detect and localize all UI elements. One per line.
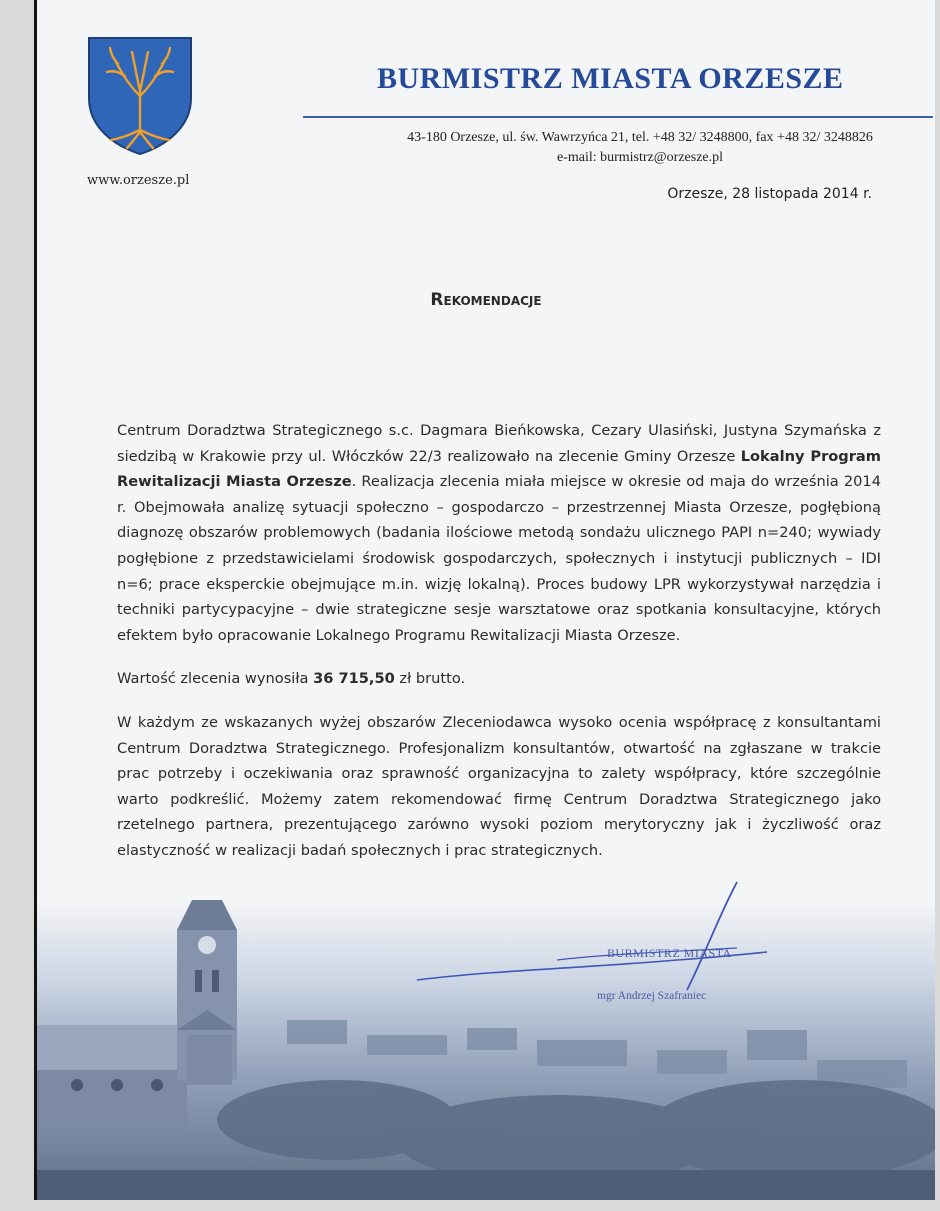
signature-stamp-title: BURMISTRZ MIASTA [607, 946, 732, 960]
letterhead-divider [303, 116, 933, 118]
letter-page [34, 0, 935, 1200]
website-link[interactable]: www.orzesze.pl [87, 173, 190, 188]
paragraph-3: W każdym ze wskazanych wyżej obszarów Zleceniodawca wysoko ocenia współpracę z konsultantami Centrum Doradztwa Strategicznego. Profesjonalizm konsultantów, otwartość na zgłaszane w trakcie prac potrzeby i oczekiwania oraz sprawność organizacyjna to zalety współpracy, które szczególnie warto podkreślić. Możemy zatem rekomendować firmę Centrum Doradztwa Strategicznego jako rzetelnego partnera, prezentującego zarówno wysoki poziom merytoryczny jak i życzliwość oraz elastyczność w realizacji badań społecznych i prac strategicznych. [117, 713, 881, 859]
signature-stamp-name: mgr Andrzej Szafraniec [597, 990, 707, 1002]
letterhead-title: BURMISTRZ MIASTA ORZESZE [377, 62, 844, 95]
paragraph-1-text-a: Centrum Doradztwa Strategicznego s.c. Dagmara Bieńkowska, Cezary Ulasiński, Justyna Szymańska z siedzibą w Krakowie przy ul. Włóczków 22/3 realizowało na zlecenie Gminy Orzesze [117, 422, 881, 465]
letterhead-address: 43-180 Orzesze, ul. św. Wawrzyńca 21, tel. +48 32/ 3248800, fax +48 32/ 3248826 [407, 130, 873, 145]
letter-date: Orzesze, 28 listopada 2014 r. [667, 186, 872, 202]
coat-of-arms-icon [85, 36, 195, 156]
letter-body [117, 418, 881, 882]
document-title: Rekomendacje [430, 290, 542, 310]
paragraph-2-text-b: zł brutto. [394, 670, 466, 688]
contract-value: 36 715,50 [313, 670, 395, 688]
program-name: Lokalny Program Rewitalizacji Miasta Orzesze [117, 447, 881, 491]
paragraph-1 [117, 418, 881, 648]
paragraph-1-text-b: . Realizacja zlecenia miała miejsce w okresie od maja do września 2014 r. Obejmowała analizę sytuacji społeczno – gospodarczo – przestrzennej Miasta Orzesze, pogłębioną diagnozę obszarów problemowych (badania ilościowe metodą sondażu ulicznego PAPI n=240; wywiady pogłębione z przedstawicielami środowisk gospodarczych, społecznych i instytucji publicznych – IDI n=6; prace eksperckie obejmujące m.in. wizję lokalną). Proces budowy LPR wykorzystywał narzędzia i techniki partycypacyjne – dwie strategiczne sesje warsztatowe oraz spotkania konsultacyjne, których efektem było opracowanie Lokalnego Programu Rewitalizacji Miasta Orzesze. [117, 473, 881, 644]
paragraph-2-text-a: Wartość zlecenia wynosiła [117, 670, 314, 688]
letterhead-email: e-mail: burmistrz@orzesze.pl [556, 150, 724, 165]
paragraph-2 [117, 666, 881, 692]
